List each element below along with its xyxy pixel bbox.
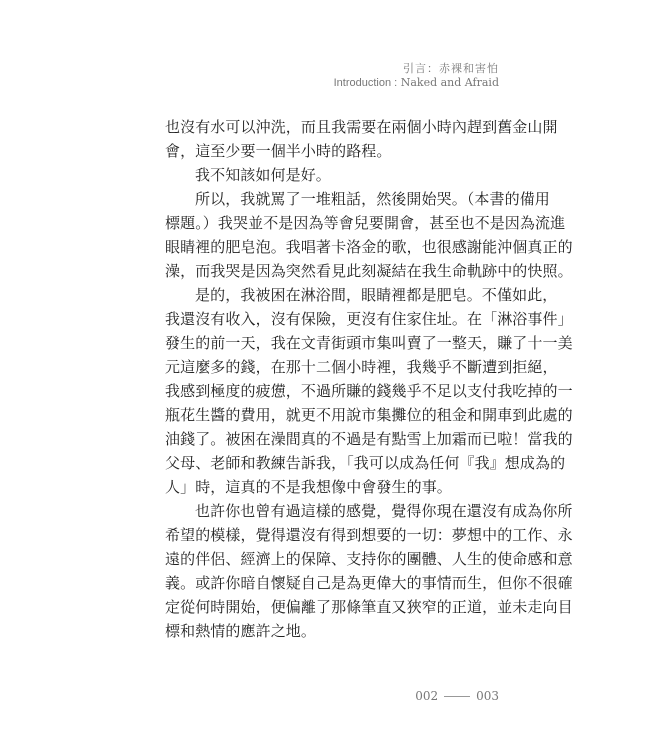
text-line: 人」時，這真的不是我想像中會發生的事。: [165, 478, 452, 496]
text-line: 遠的伴侶、經濟上的保障、支持你的團體、人生的使命感和意: [165, 550, 573, 568]
text-line: 元這麼多的錢，在那十二個小時裡，我幾乎不斷遭到拒絕，: [165, 358, 558, 376]
text-line: 標和熱情的應許之地。: [165, 622, 317, 640]
page-number-left: 002: [415, 689, 439, 703]
page-numbers: [415, 689, 499, 703]
page-number-separator: [444, 696, 470, 697]
text-line: 眼睛裡的肥皂泡。我唱著卡洛金的歌，也很感謝能沖個真正的: [165, 238, 573, 256]
text-line: 義。或許你暗自懷疑自己是為更偉大的事情而生，但你不很確: [165, 574, 573, 592]
text-line: 我不知該如何是好。: [195, 166, 331, 184]
text-line: 標題。）我哭並不是因為等會兒要開會，甚至也不是因為流進: [165, 214, 566, 232]
paragraph: [165, 187, 573, 283]
paragraph: [165, 499, 573, 643]
text-line: 也沒有水可以沖洗，而且我需要在兩個小時內趕到舊金山開: [165, 118, 558, 136]
paragraph: [165, 163, 499, 187]
running-header-english: [334, 76, 499, 89]
body-text: [165, 115, 573, 643]
text-line: 澡，而我哭是因為突然看見此刻凝結在我生命軌跡中的快照。: [165, 262, 573, 280]
text-line: 定從何時開始，便偏離了那條筆直又狹窄的正道，並未走向目: [165, 598, 573, 616]
text-line: 所以，我就罵了一堆粗話，然後開始哭。（本書的備用: [195, 190, 550, 208]
text-line: 也許你也曾有過這樣的感覺，覺得你現在還沒有成為你所: [195, 502, 573, 520]
text-line: 瓶花生醬的費用，就更不用說市集攤位的租金和開車到此處的: [165, 406, 573, 424]
running-header-chinese: 引言：赤裸和害怕: [403, 62, 499, 75]
paragraph: [165, 283, 573, 499]
text-line: 希望的模樣，覺得還沒有得到想要的一切：夢想中的工作、永: [165, 526, 573, 544]
text-line: 油錢了。被困在澡間真的不過是有點雪上加霜而已啦！當我的: [165, 430, 573, 448]
header-prefix: Introduction :: [333, 77, 398, 89]
text-line: 父母、老師和教練告訴我，「我可以成為任何『我』想成為的: [165, 454, 566, 472]
text-line: 是的，我被困在淋浴間，眼睛裡都是肥皂。不僅如此，: [195, 286, 558, 304]
text-line: 會，這至少要一個半小時的路程。: [165, 142, 392, 160]
text-line: 發生的前一天，我在文青街頭市集叫賣了一整天，賺了十一美: [165, 334, 573, 352]
text-line: 我感到極度的疲憊，不過所賺的錢幾乎不足以支付我吃掉的一: [165, 382, 573, 400]
header-title: Naked and Afraid: [400, 76, 499, 89]
page-number-right: 003: [476, 689, 499, 703]
text-line: 我還沒有收入，沒有保險，更沒有住家住址。在「淋浴事件」: [165, 310, 573, 328]
paragraph: [165, 115, 558, 163]
